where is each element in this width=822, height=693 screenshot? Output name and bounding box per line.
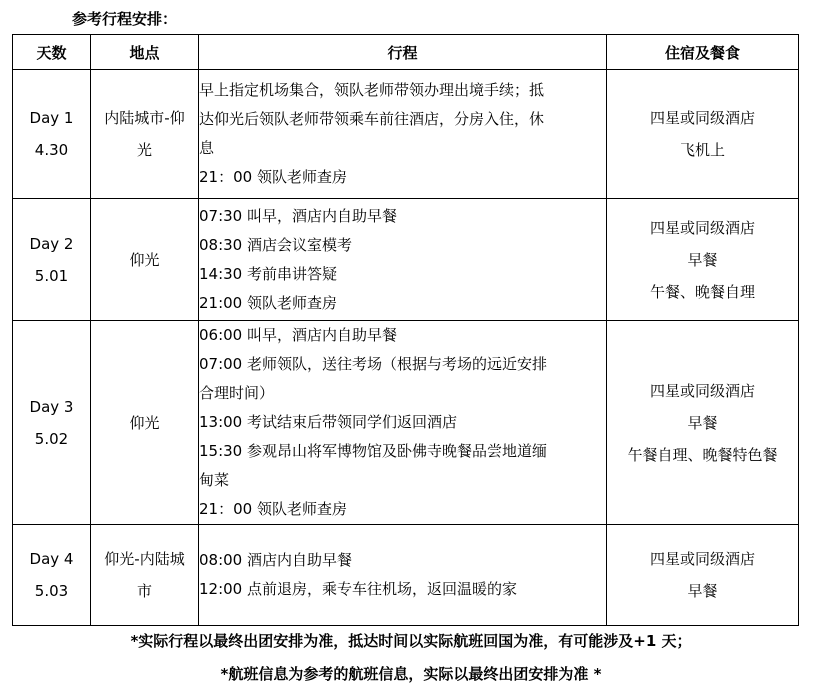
location-line: 仰光-内陆城 (104, 550, 185, 568)
schedule-line: 07:30 叫早，酒店内自助早餐 (199, 206, 397, 225)
itinerary-table (12, 34, 799, 626)
note-line: *航班信息为参考的航班信息，实际以最终出团安排为准 * (220, 665, 602, 683)
lodging-line: 四星或同级酒店 (649, 218, 755, 237)
schedule-line: 早上指定机场集合，领队老师带领办理出境手续；抵 (199, 81, 545, 99)
header-days: 天数 (13, 35, 91, 70)
table-row (13, 321, 799, 525)
location-line: 市 (136, 582, 152, 600)
location-cell (91, 525, 199, 626)
lodging-line: 四星或同级酒店 (649, 550, 755, 568)
lodging-line: 四星或同级酒店 (649, 381, 755, 400)
lodging-cell (607, 321, 799, 525)
schedule-line: 08:30 酒店会议室模考 (199, 235, 352, 254)
lodging-line: 早餐 (687, 582, 718, 600)
lodging-line: 午餐、晚餐自理 (649, 282, 755, 301)
header-schedule: 行程 (199, 35, 607, 70)
schedule-line: 06:00 叫早，酒店内自助早餐 (199, 326, 397, 344)
day-cell (13, 525, 91, 626)
schedule-line: 21:00 领队老师查房 (199, 293, 337, 312)
lodging-line: 四星或同级酒店 (649, 109, 755, 127)
schedule-line: 21：00 领队老师查房 (199, 168, 347, 186)
day-cell (13, 321, 91, 525)
lodging-line: 早餐 (687, 250, 718, 269)
lodging-line: 早餐 (687, 413, 718, 432)
table-row (13, 199, 799, 321)
schedule-line: 息 (199, 139, 215, 157)
day-date: 4.30 (34, 141, 69, 159)
location-line: 仰光 (129, 413, 160, 432)
lodging-line: 飞机上 (679, 141, 725, 159)
day-cell (13, 199, 91, 321)
lodging-cell (607, 525, 799, 626)
schedule-line: 甸菜 (199, 471, 230, 489)
schedule-line: 07:00 老师领队，送往考场（根据与考场的远近安排 (199, 355, 547, 373)
location-cell (91, 321, 199, 525)
schedule-line: 达仰光后领队老师带领乘车前往酒店，分房入住，休 (199, 110, 545, 128)
day-label: Day 3 (29, 397, 74, 416)
day-date: 5.01 (34, 266, 69, 285)
header-location: 地点 (91, 35, 199, 70)
day-label: Day 2 (29, 234, 74, 253)
day-date: 5.03 (34, 582, 69, 600)
schedule-line: 13:00 考试结束后带领同学们返回酒店 (199, 413, 457, 431)
schedule-cell (199, 321, 607, 525)
schedule-cell (199, 525, 607, 626)
location-line: 光 (136, 141, 152, 159)
lodging-cell (607, 70, 799, 199)
table-row (13, 70, 799, 199)
location-line: 仰光 (129, 250, 160, 269)
schedule-line: 14:30 考前串讲答疑 (199, 264, 337, 283)
schedule-cell (199, 70, 607, 199)
lodging-line: 午餐自理、晚餐特色餐 (627, 445, 778, 464)
schedule-cell (199, 199, 607, 321)
day-label: Day 4 (29, 550, 74, 568)
table-header-row (13, 35, 799, 70)
location-line: 内陆城市-仰 (104, 109, 185, 127)
schedule-line: 08:00 酒店内自助早餐 (199, 551, 352, 569)
note-line: *实际行程以最终出团安排为准，抵达时间以实际航班回国为准，有可能涉及+1 天； (130, 632, 692, 650)
location-cell (91, 199, 199, 321)
location-cell (91, 70, 199, 199)
schedule-line: 15:30 参观昂山将军博物馆及卧佛寺晚餐品尝地道缅 (199, 442, 547, 460)
day-date: 5.02 (34, 429, 69, 448)
lodging-cell (607, 199, 799, 321)
section-title: 参考行程安排： (72, 10, 178, 28)
schedule-line: 21：00 领队老师查房 (199, 500, 347, 518)
table-row (13, 525, 799, 626)
day-label: Day 1 (29, 109, 74, 127)
schedule-line: 12:00 点前退房，乘专车往机场，返回温暖的家 (199, 580, 517, 598)
day-cell (13, 70, 91, 199)
schedule-line: 合理时间） (199, 384, 275, 402)
header-lodging: 住宿及餐食 (607, 35, 799, 70)
